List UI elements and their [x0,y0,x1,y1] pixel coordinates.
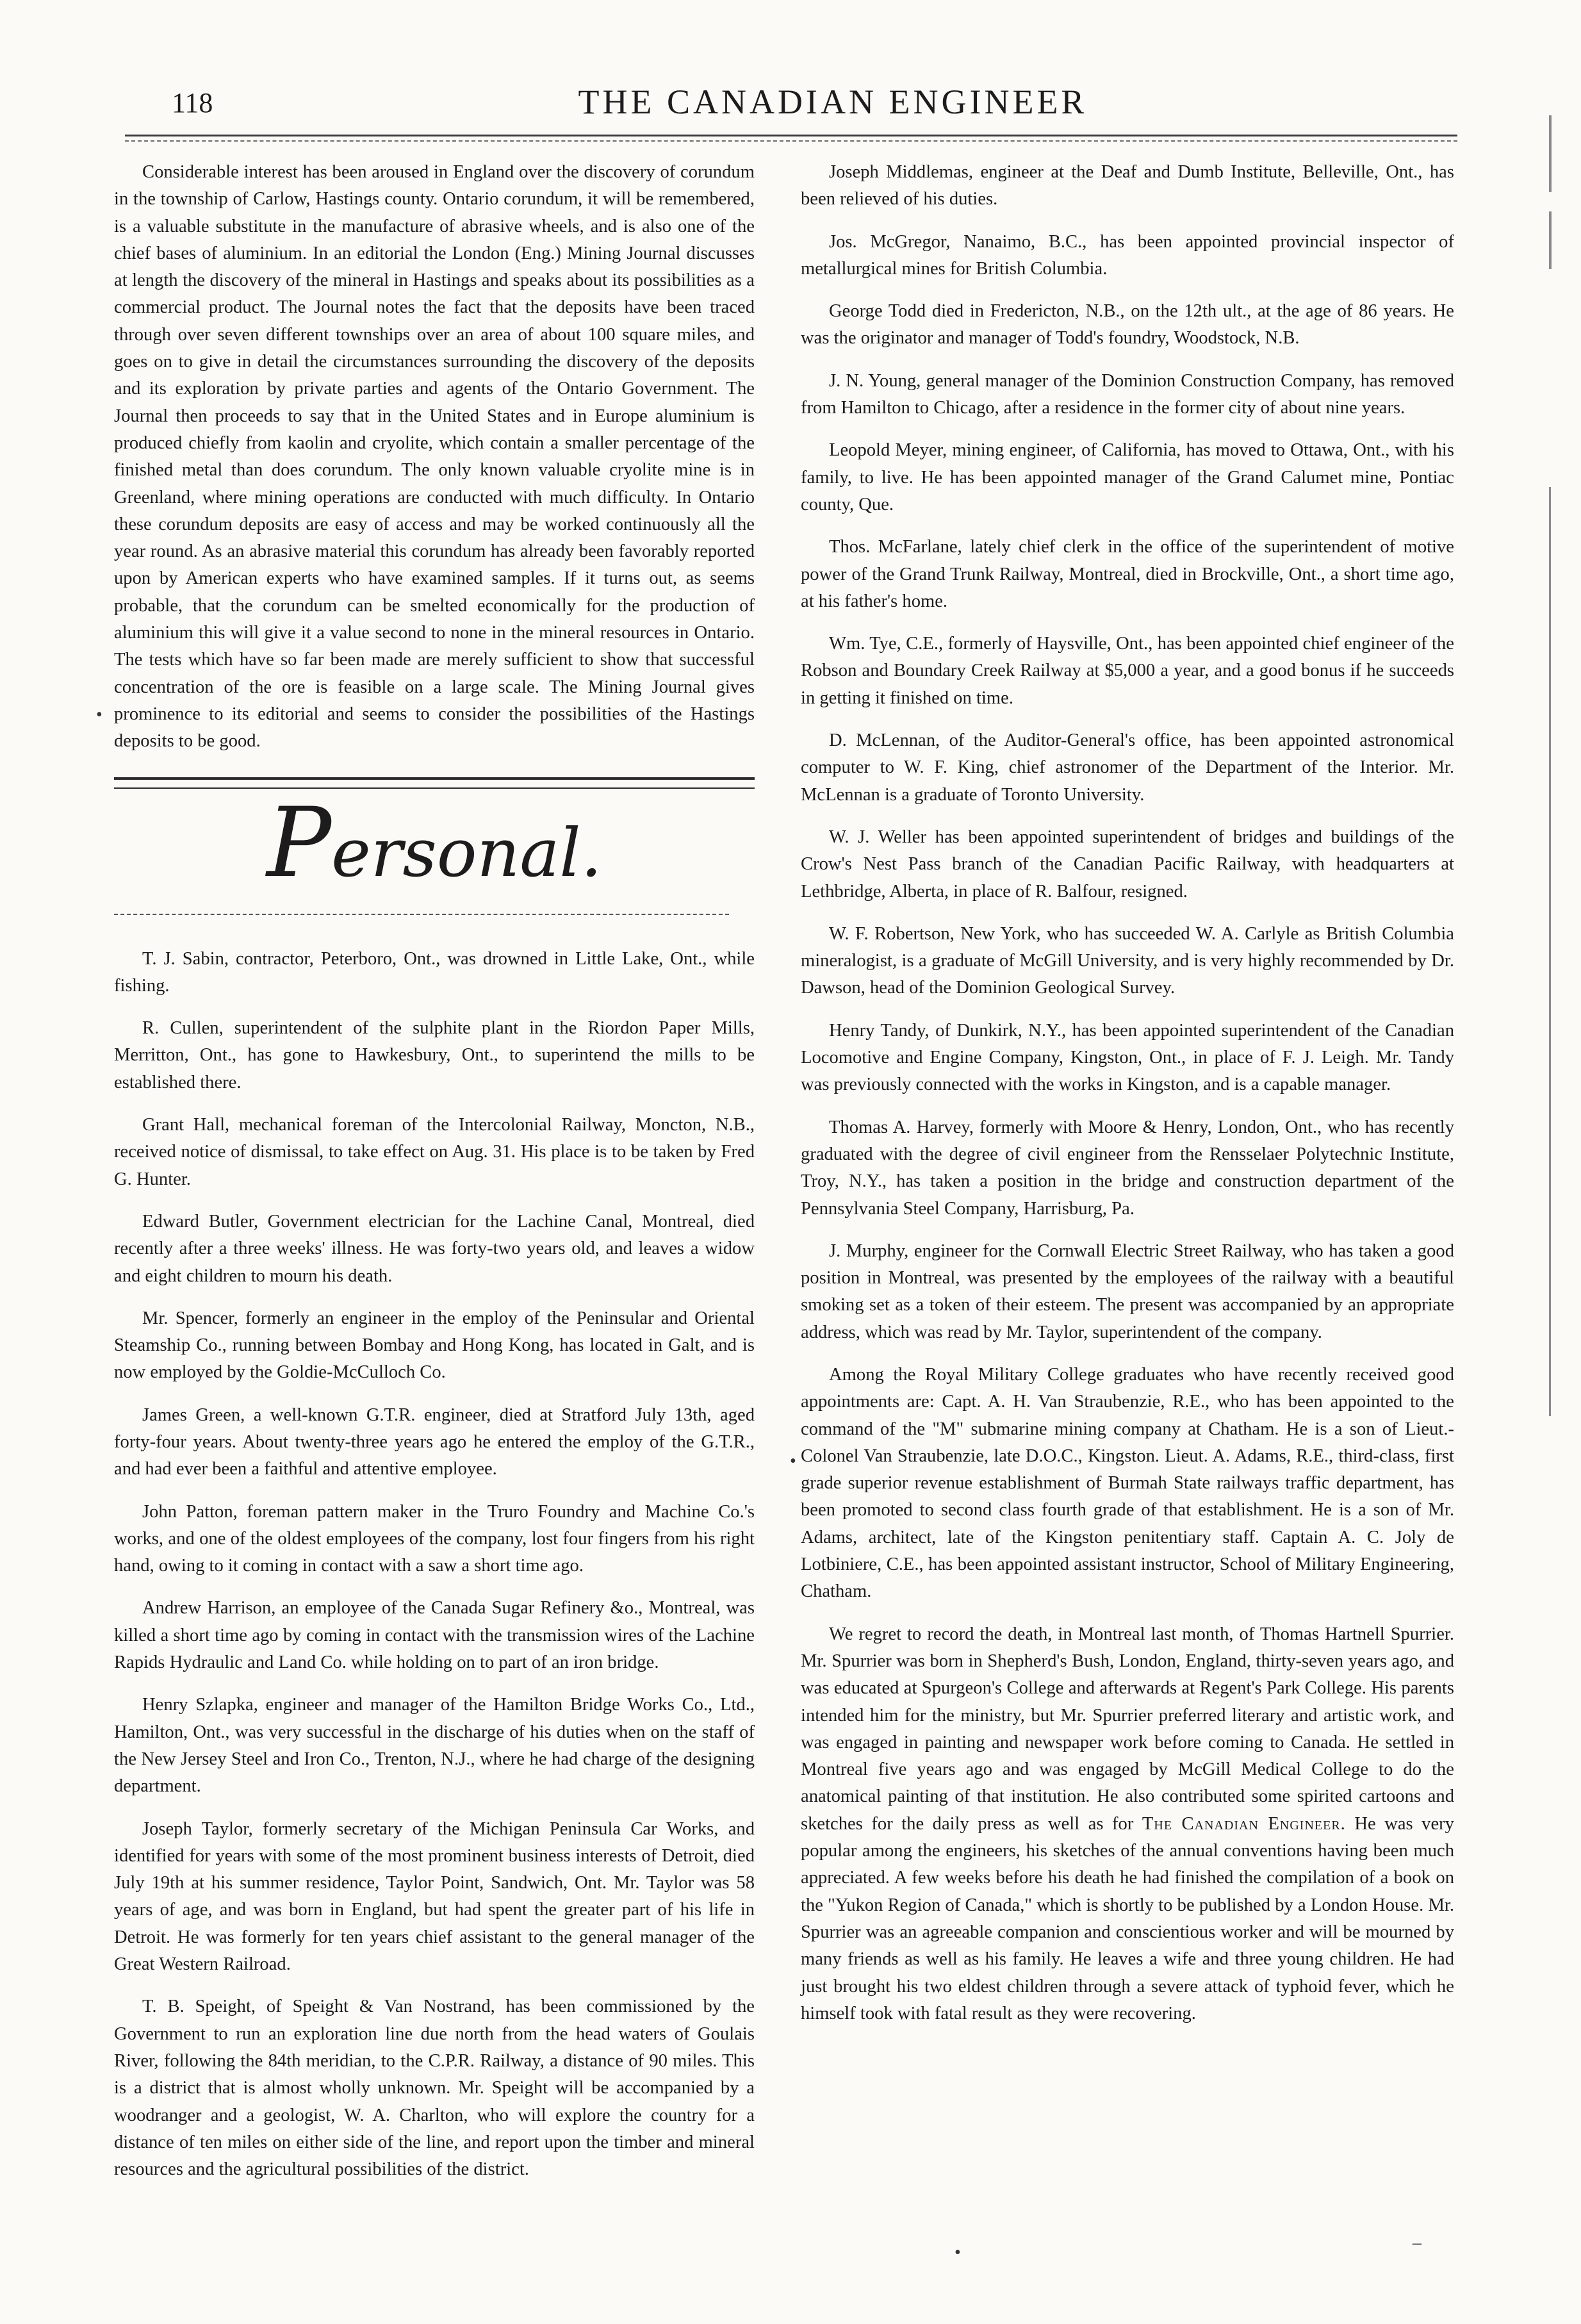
personal-item: Among the Royal Military College graduates who have recently received good appointments are: Capt. A. H. Van Straubenzie, R.E., who has been appointed to the command of the "M" submarine mining company at Chatham. He is a son of Lieut.-Colonel Van Straubenzie, late D.O.C., Kingston. Lieut. A. Adams, R.E., third-class, first grade superior revenue establishment of Burmah State railways traffic department, has been promoted to second class fourth grade of that establishment. He is a son of Mr. Adams, architect, late of the Kingston penitentiary staff. Captain A. C. Joly de Lotbiniere, C.E., has been appointed assistant instructor, School of Military Engineering, Chatham. [801,1364,1454,1602]
journal-title: THE CANADIAN ENGINEER [578,83,1088,121]
scan-speck: – [1413,2233,1421,2253]
corundum-article: Considerable interest has been aroused in England over the discovery of corundum in the township of Carlow, Hastings county. Ontario corundum, it will be remembered, is a valuable substitute in the manufacture of abrasive wheels, and is also one of the chief bases of aluminium. In an editorial the London (Eng.) Mining Journal discusses at length the discovery of the mineral in Hastings and speaks about its possibilities as a commercial product. The Journal notes the fact that the deposits have been traced through over seven different townships over an area of about 100 square miles, and goes on to give in detail the circumstances surrounding the discovery of the deposits and its exploration by private parties and agents of the Ontario Government. The Journal then proceeds to say that in the United States and in Europe aluminium is produced chiefly from kaolin and cryolite, which contain a smaller percentage of the finished metal than does corundum. The only known valuable cryolite mine is in Greenland, where mining operations are conducted with much difficulty. In Ontario these corundum deposits are easy of access and may be worked continuously all the year round. As an abrasive material this corundum has already been favorably reported upon by American experts who have examined samples. If it turns out, as seems probable, that the corundum can be smelted economically for the production of aluminium this will give it a value second to none in the mineral resources in Ontario. The tests which have so far been made are merely sufficient to show that successful concentration of the ore is feasible on a large scale. The Mining Journal gives prominence to its editorial and seems to consider the possibilities of the Hastings deposits to be good. [114,162,755,752]
scan-speck: • [954,2243,961,2262]
personal-item: Thomas A. Harvey, formerly with Moore & Henry, London, Ont., who has recently graduated with the degree of civil engineer from the Rensselaer Polytechnic Institute, Troy, N.Y., has taken a position in the bridge and construction department of the Pennsylvania Steel Company, Harrisburg, Pa. [801,1117,1454,1219]
personal-item: John Patton, foreman pattern maker in the Truro Foundry and Machine Co.'s works, and one of the oldest employees of the company, lost four fingers from his right hand, owing to it coming in contact with a saw a short time ago. [114,1501,755,1576]
section-heading-personal [114,787,755,901]
personal-item: Leopold Meyer, mining engineer, of California, has moved to Ottawa, Ont., with his family, to live. He has been appointed manager of the Grand Calumet mine, Pontiac county, Que. [801,440,1454,515]
personal-item: J. Murphy, engineer for the Cornwall Electric Street Railway, who has taken a good position in Montreal, was presented by the employees of the railway with a beautiful smoking set as a token of their esteem. The present was accompanied by an appropriate address, which was read by Mr. Taylor, superintendent of the company. [801,1240,1454,1342]
header-rule [125,135,1457,142]
personal-item: Henry Szlapka, engineer and manager of the Hamilton Bridge Works Co., Ltd., Hamilton, Ont., was very successful in the discharge of his duties when on the staff of the New Jersey Steel and Iron Co., Trenton, N.J., where he had charge of the designing department. [114,1695,755,1797]
section-heading-rest: ersonal. [331,813,602,892]
scan-margin-line [1549,115,1552,192]
personal-item: J. N. Young, general manager of the Dominion Construction Company, has removed from Hamilton to Chicago, after a residence in the former city of about nine years. [801,370,1454,418]
personal-item: R. Cullen, superintendent of the sulphite plant in the Riordon Paper Mills, Merritton, Ont., has gone to Hawkesbury, Ont., to superintend the mills to be established there. [114,1018,755,1092]
section-heading-initial: P [266,787,332,899]
personal-item: Edward Butler, Government electrician for the Lachine Canal, Montreal, died recently after a three weeks' illness. He was forty-two years old, and leaves a widow and eight children to mourn his death. [114,1211,755,1286]
personal-item: Wm. Tye, C.E., formerly of Haysville, Ont., has been appointed chief engineer of the Robson and Boundary Creek Railway at $5,000 a year, and a good bonus if he succeeds in getting it finished on time. [801,634,1454,708]
personal-item: Joseph Middlemas, engineer at the Deaf and Dumb Institute, Belleville, Ont., has been relieved of his duties. [801,162,1454,210]
personal-item: Jos. McGregor, Nanaimo, B.C., has been appointed provincial inspector of metallurgical mines for British Columbia. [801,231,1454,279]
section-heading-rule [114,914,729,915]
personal-item: Thos. McFarlane, lately chief clerk in the office of the superintendent of motive power of the Grand Trunk Railway, Montreal, died in Brockville, Ont., a short time ago, at his father's home. [801,537,1454,611]
personal-item: T. B. Speight, of Speight & Van Nostrand, has been commissioned by the Government to run an exploration line due north from the head waters of Goulais River, following the 84th meridian, to the C.P.R. Railway, a distance of 90 miles. This is a district that is almost wholly unknown. Mr. Speight will be accompanied by a woodranger and a geologist, W. A. Charlton, who will explore the country for a distance of ten miles on either side of the line, and report upon the timber and mineral resources and the agricultural possibilities of the district. [114,1997,755,2180]
left-column [114,159,755,2198]
personal-item: W. F. Robertson, New York, who has succeeded W. A. Carlyle as British Columbia mineralogist, is a graduate of McGill University, and is very highly recommended by Dr. Dawson, head of the Dominion Geological Survey. [801,923,1454,998]
obituary-text-part-1: We regret to record the death, in Montreal last month, of Thomas Hartnell Spurrier. Mr. Spurrier was born in Shepherd's Bush, London, England, thirty-seven years ago, and was educated at Spurgeon's College and afterwards at Regent's Park College. His parents intended him for the ministry, but Mr. Spurrier preferred literary and artistic work, and was engaged in painting and newspaper work before coming to Canada. He settled in Montreal five years ago and was engaged by McGill Medical College to do the anatomical painting of that institution. He also contributed some spirited cartoons and sketches for the daily press as well as for [801,1624,1454,1834]
personal-item: W. J. Weller has been appointed superintendent of bridges and buildings of the Crow's Nest Pass branch of the Canadian Pacific Railway, with headquarters at Lethbridge, Alberta, in place of R. Balfour, resigned. [801,827,1454,902]
personal-item: T. J. Sabin, contractor, Peterboro, Ont., was drowned in Little Lake, Ont., while fishing. [114,948,755,996]
personal-item: James Green, a well-known G.T.R. engineer, died at Stratford July 13th, aged forty-four years. About twenty-three years ago he entered the employ of the G.T.R., and had ever been a faithful and attentive employee. [114,1405,755,1479]
journal-name-reference: The Canadian Engineer. [1142,1813,1346,1834]
section-divider [114,777,755,789]
page-number: 118 [172,87,213,119]
personal-item: Andrew Harrison, an employee of the Canada Sugar Refinery &o., Montreal, was killed a short time ago by coming in contact with the transmission wires of the Lachine Rapids Hydraulic and Land Co. while holding on to part of an iron bridge. [114,1598,755,1673]
scan-speck: • [96,705,102,725]
personal-item: D. McLennan, of the Auditor-General's office, has been appointed astronomical computer to W. F. King, chief astronomer of the Department of the Interior. Mr. McLennan is a graduate of Toronto University. [801,730,1454,805]
personal-item: Mr. Spencer, formerly an engineer in the employ of the Peninsular and Oriental Steamship Co., running between Bombay and Hong Kong, has located in Galt, and is now employed by the Goldie-McCulloch Co. [114,1308,755,1383]
scan-margin-line [1549,487,1551,1416]
scan-margin-line [1549,211,1552,269]
obituary-text-part-2: He was very popular among the engineers, his sketches of the annual conventions having been much appreciated. A few weeks before his death he had finished the compilation of a book on the "Yukon Region of Canada," which is shortly to be published by a London House. Mr. Spurrier was an agreeable companion and conscientious worker and will be mourned by many friends as well as his family. He leaves a wife and three young children. He had just brought his two eldest children through a severe attack of typhoid fever, which he himself took with fatal result as they were recovering. [801,1813,1454,2023]
personal-item: Henry Tandy, of Dunkirk, N.Y., has been appointed superintendent of the Canadian Locomotive and Engine Company, Kingston, Ont., in place of F. J. Leigh. Mr. Tandy was previously connected with the works in Kingston, and is a capable manager. [801,1020,1454,1095]
personal-item: George Todd died in Fredericton, N.B., on the 12th ult., at the age of 86 years. He was the originator and manager of Todd's foundry, Woodstock, N.B. [801,301,1454,349]
scan-speck: • [790,1451,796,1471]
personal-item: Grant Hall, mechanical foreman of the Intercolonial Railway, Moncton, N.B., received notice of dismissal, to take effect on Aug. 31. His place is to be taken by Fred G. Hunter. [114,1115,755,1189]
obituary-spurrier [801,1621,1454,2027]
personal-item: Joseph Taylor, formerly secretary of the Michigan Peninsula Car Works, and identified for years with some of the most prominent business interests of Detroit, died July 19th at his summer residence, Taylor Point, Sandwich, Ont. Mr. Taylor was 58 years of age, and was born in England, but had spent the greater part of his life in Detroit. He was formerly for ten years chief assistant to the general manager of the Great Western Railroad. [114,1818,755,1975]
right-column [801,159,1454,2043]
